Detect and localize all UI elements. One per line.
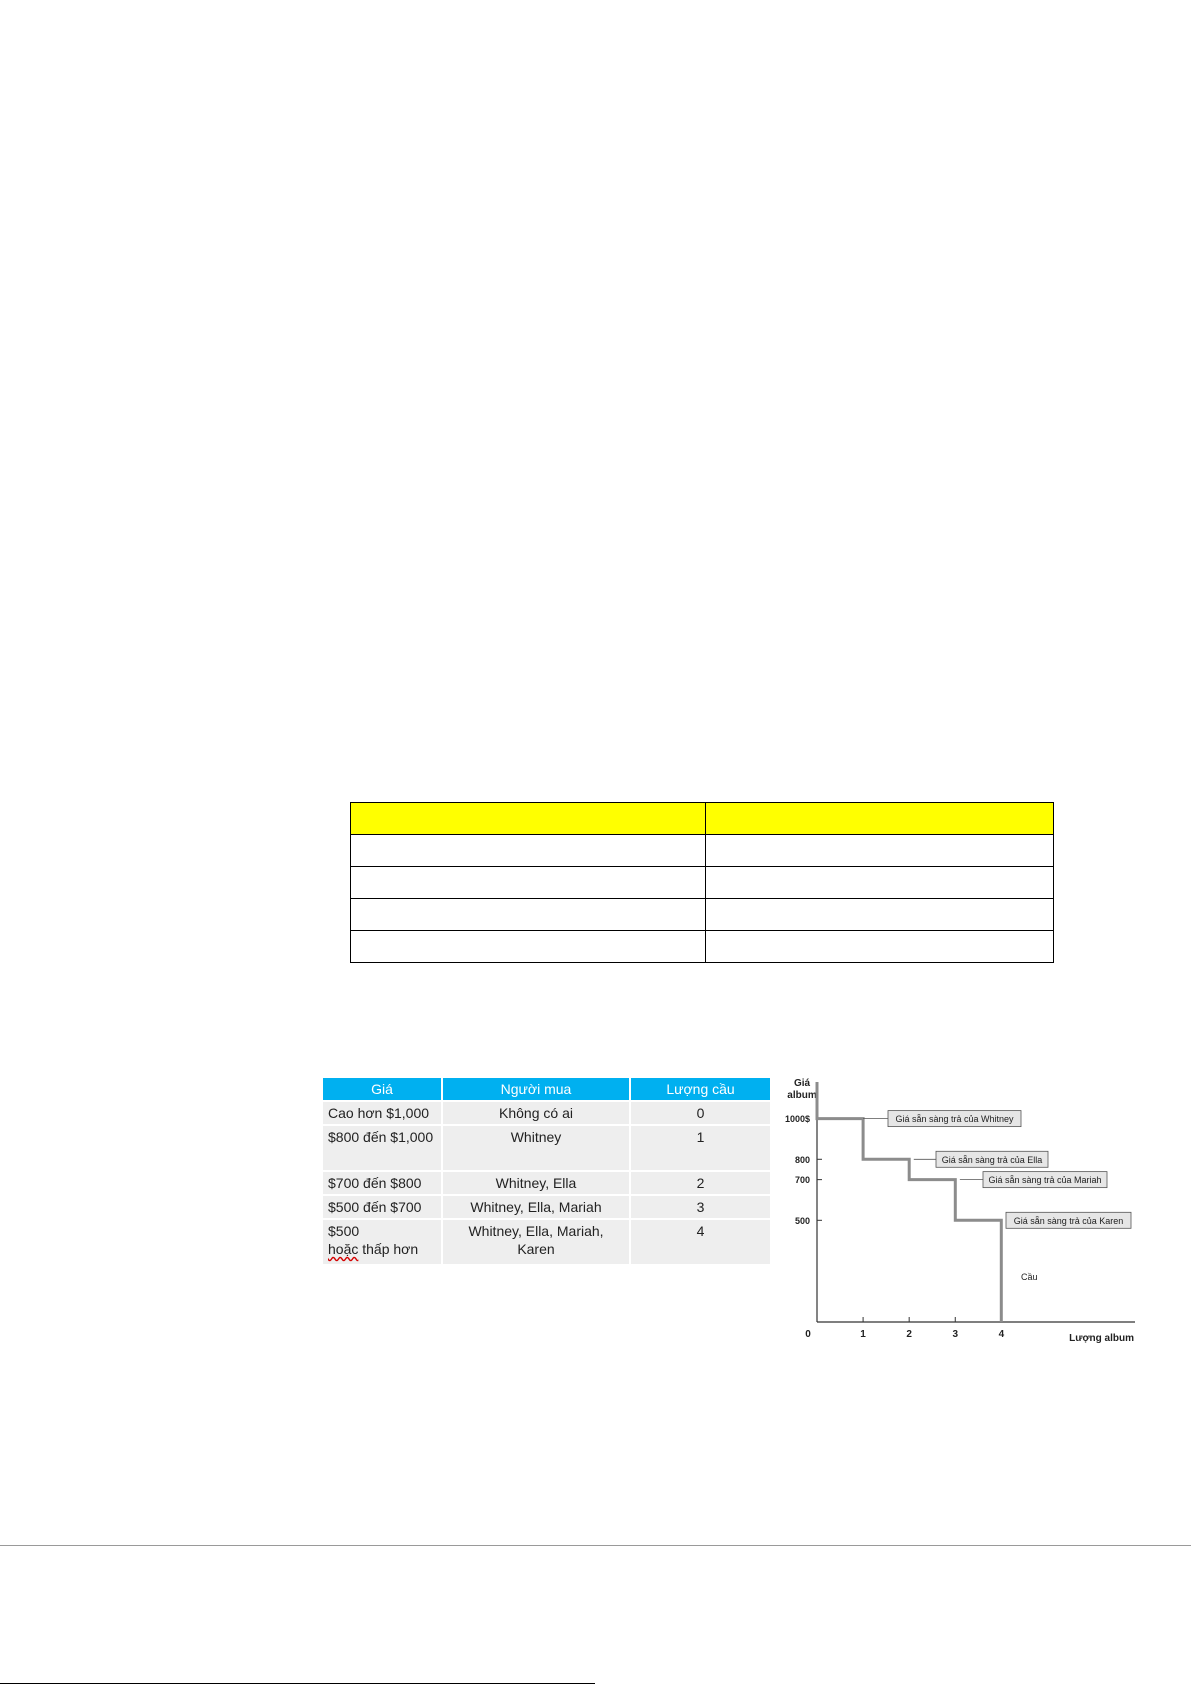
table-row: [351, 867, 1054, 899]
quantity-cell: 0: [631, 1102, 770, 1124]
table-cell: [706, 899, 1054, 931]
table-row: [323, 1172, 770, 1194]
y-tick-label: 700: [794, 1175, 810, 1186]
y-tick-label: 500: [794, 1215, 810, 1226]
price-cell: $800 đến $1,000: [323, 1126, 441, 1170]
price-cell: Cao hơn $1,000: [323, 1102, 441, 1124]
x-tick-label: 4: [998, 1329, 1005, 1340]
price-cell: $700 đến $800: [323, 1172, 441, 1194]
footnote-separator: [0, 1683, 595, 1684]
header-quantity: Lượng cầu: [631, 1078, 770, 1100]
header-price: Giá: [323, 1078, 441, 1100]
header-buyers: Người mua: [443, 1078, 629, 1100]
table-cell: [351, 867, 706, 899]
curve-label: Cầu: [1021, 1272, 1038, 1282]
buyers-cell: Whitney, Ella: [443, 1172, 629, 1194]
annotation-label: Giá sẵn sàng trả của Whitney: [895, 1114, 1014, 1125]
buyers-cell: Whitney, Ella, Mariah, Karen: [443, 1220, 629, 1264]
spellcheck-word: hoặc: [328, 1241, 359, 1257]
annotation-label: Giá sẵn sàng trả của Karen: [1013, 1215, 1124, 1226]
table-row: [323, 1196, 770, 1218]
annotations: [863, 1111, 1131, 1229]
price-line-2: thấp hơn: [358, 1241, 419, 1257]
table-cell: [706, 803, 1054, 835]
y-axis-title-line2: album: [787, 1090, 817, 1101]
x-tick-label: 2: [906, 1329, 912, 1340]
x-tick-label: 0: [805, 1329, 811, 1340]
buyers-cell: Không có ai: [443, 1102, 629, 1124]
table-row: [351, 835, 1054, 867]
demand-schedule-table: [321, 1076, 772, 1266]
price-cell: $500 đến $700: [323, 1196, 441, 1218]
page-divider: [0, 1545, 1191, 1546]
quantity-cell: 4: [631, 1220, 770, 1264]
buyers-cell: Whitney, Ella, Mariah: [443, 1196, 629, 1218]
buyers-cell: Whitney: [443, 1126, 629, 1170]
annotation-label: Giá sẵn sàng trả của Mariah: [988, 1175, 1102, 1186]
y-tick-label: 1000$: [784, 1114, 810, 1125]
quantity-cell: 3: [631, 1196, 770, 1218]
quantity-cell: 2: [631, 1172, 770, 1194]
empty-yellow-table: [350, 802, 1054, 963]
table-cell: [351, 899, 706, 931]
y-axis-title-line1: Giá: [793, 1078, 811, 1089]
x-ticks: [805, 1317, 1004, 1340]
table-cell: [351, 803, 706, 835]
price-line-1: $500: [328, 1223, 360, 1239]
table-cell: [351, 835, 706, 867]
y-tick-label: 800: [794, 1154, 810, 1165]
table-row: [323, 1220, 770, 1264]
price-cell: [323, 1220, 441, 1264]
table-row: [351, 931, 1054, 963]
table-cell: [351, 931, 706, 963]
x-tick-label: 3: [952, 1329, 959, 1340]
table-row: [323, 1126, 770, 1170]
table-header-row: [323, 1078, 770, 1100]
x-tick-label: 1: [860, 1329, 866, 1340]
table-row: [351, 899, 1054, 931]
table-cell: [706, 931, 1054, 963]
quantity-cell: 1: [631, 1126, 770, 1170]
yellow-header-row: [351, 803, 1054, 835]
annotation-label: Giá sẵn sàng trả của Ella: [941, 1154, 1043, 1165]
x-axis-title: Lượng album: [1069, 1333, 1134, 1344]
table-row: [323, 1102, 770, 1124]
table-cell: [706, 867, 1054, 899]
demand-curve-chart: [775, 1074, 1145, 1344]
table-cell: [706, 835, 1054, 867]
